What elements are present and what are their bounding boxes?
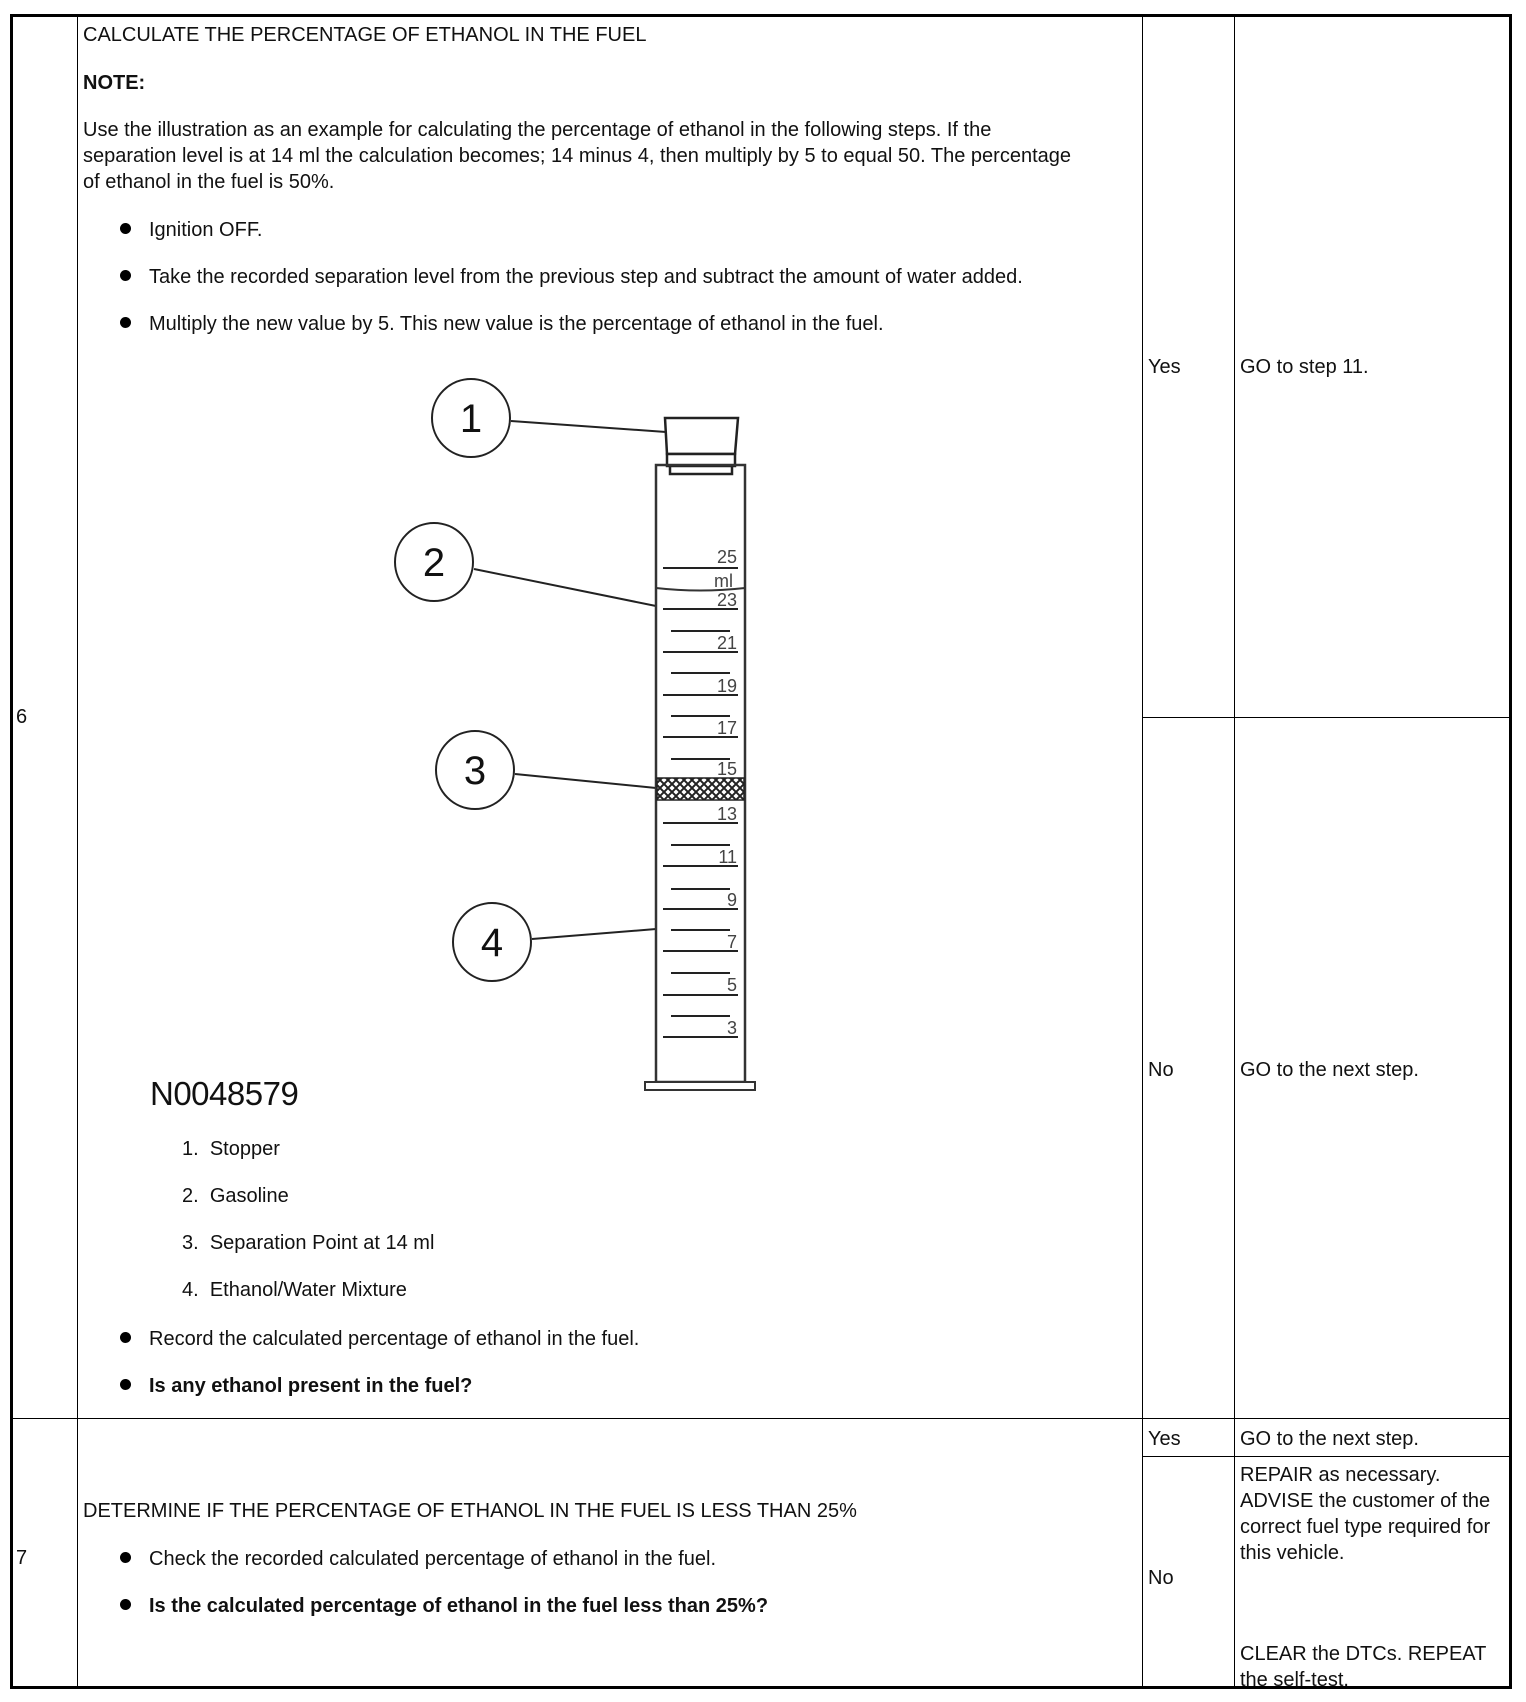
- svg-text:21: 21: [716, 633, 737, 653]
- svg-text:17: 17: [716, 718, 737, 738]
- column-divider-step: [77, 14, 78, 1689]
- legend-item: 3. Separation Point at 14 ml: [182, 1232, 435, 1254]
- answer-no: No: [1148, 1567, 1174, 1589]
- row-divider-6-7: [10, 1418, 1512, 1419]
- svg-text:7: 7: [726, 932, 737, 952]
- legend-item: 2. Gasoline: [182, 1185, 289, 1207]
- bullet-item: Record the calculated percentage of ethanol in the fuel.: [120, 1326, 639, 1352]
- legend-item: 4. Ethanol/Water Mixture: [182, 1279, 407, 1301]
- bullet-icon: [120, 1552, 131, 1563]
- bullet-icon: [120, 270, 131, 281]
- svg-text:4: 4: [480, 921, 504, 965]
- bullet-icon: [120, 223, 131, 234]
- bullet-item: Check the recorded calculated percentage of ethanol in the fuel.: [120, 1546, 716, 1572]
- action-yes: GO to the next step.: [1240, 1428, 1419, 1450]
- svg-text:5: 5: [726, 975, 737, 995]
- step-title: CALCULATE THE PERCENTAGE OF ETHANOL IN THE FUEL: [83, 24, 647, 46]
- question-bullet: Is any ethanol present in the fuel?: [120, 1373, 472, 1399]
- svg-text:3: 3: [726, 1018, 737, 1038]
- bullet-item: Ignition OFF.: [120, 217, 262, 243]
- answer-yes: Yes: [1148, 1428, 1181, 1450]
- row6-answer-divider: [1142, 717, 1512, 718]
- answer-no: No: [1148, 1059, 1174, 1081]
- row7-answer-divider: [1142, 1456, 1512, 1457]
- svg-text:25: 25: [716, 547, 737, 567]
- svg-text:13: 13: [716, 804, 737, 824]
- svg-text:19: 19: [716, 676, 737, 696]
- figure-id: N0048579: [150, 1075, 299, 1112]
- step-number: 7: [16, 1547, 28, 1569]
- action-yes: GO to step 11.: [1240, 356, 1369, 378]
- column-divider-answer: [1234, 14, 1235, 1689]
- graduated-cylinder-illustration: [380, 370, 780, 1100]
- note-text: Use the illustration as an example for calculating the percentage of ethanol in the following steps. If the separation level is at 14 ml the calculation becomes; 14 minus 4, then multiply by 5 to equal 50. The percentage of ethanol in the fuel is 50%.: [83, 119, 1071, 193]
- bullet-item: Take the recorded separation level from the previous step and subtract the amount of water added.: [120, 264, 1023, 290]
- column-divider-instructions: [1142, 14, 1143, 1689]
- separation-band: [657, 778, 744, 800]
- question-bullet: Is the calculated percentage of ethanol in the fuel less than 25%?: [120, 1593, 768, 1619]
- action-no-followup: CLEAR the DTCs. REPEAT the self-test.: [1240, 1643, 1486, 1691]
- step-title: DETERMINE IF THE PERCENTAGE OF ETHANOL IN THE FUEL IS LESS THAN 25%: [83, 1500, 857, 1522]
- svg-text:3: 3: [463, 749, 487, 793]
- svg-text:9: 9: [726, 890, 737, 910]
- bullet-icon: [120, 1332, 131, 1343]
- svg-text:23: 23: [716, 590, 737, 610]
- bullet-icon: [120, 317, 131, 328]
- legend-item: 1. Stopper: [182, 1138, 280, 1160]
- svg-text:1: 1: [459, 397, 483, 441]
- bullet-item: Multiply the new value by 5. This new value is the percentage of ethanol in the fuel.: [120, 311, 884, 337]
- bullet-icon: [120, 1599, 131, 1610]
- svg-text:11: 11: [718, 847, 737, 867]
- svg-text:2: 2: [422, 541, 446, 585]
- bullet-icon: [120, 1379, 131, 1390]
- svg-text:ml: ml: [714, 571, 733, 591]
- svg-text:15: 15: [716, 759, 737, 779]
- action-no: GO to the next step.: [1240, 1059, 1419, 1081]
- step-number: 6: [16, 706, 28, 728]
- answer-yes: Yes: [1148, 356, 1181, 378]
- action-no: REPAIR as necessary. ADVISE the customer of the correct fuel type required for this vehicle.: [1240, 1464, 1491, 1564]
- note-label: NOTE:: [83, 72, 146, 94]
